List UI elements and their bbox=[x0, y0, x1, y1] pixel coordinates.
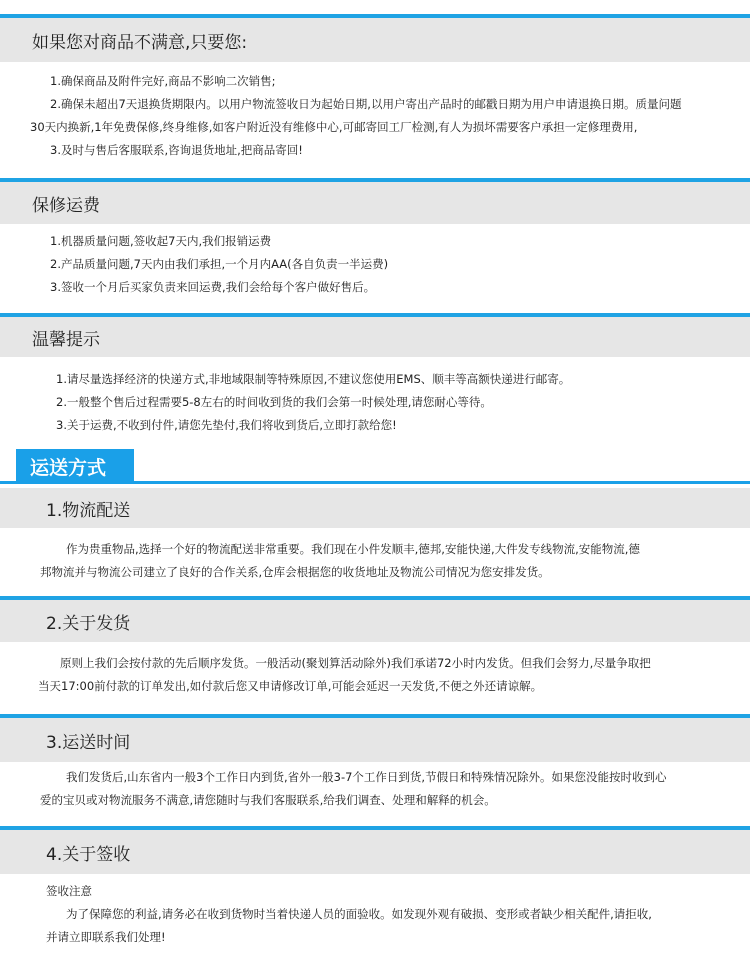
list-item: 3.签收一个月后买家负责来回运费,我们会给每个客户做好售后。 bbox=[50, 280, 376, 294]
section-divider bbox=[0, 481, 750, 484]
section-body-logistics bbox=[0, 538, 750, 584]
section-body-tips bbox=[0, 368, 750, 437]
section-body-warranty-shipping bbox=[0, 230, 750, 299]
section-header-receipt: 4.关于签收 bbox=[0, 830, 750, 874]
paragraph-line: 爱的宝贝或对物流服务不满意,请您随时与我们客服联系,给我们调查、处理和解释的机会。 bbox=[40, 793, 496, 807]
section-body-dispatch bbox=[0, 652, 750, 698]
section-header-warranty-shipping: 保修运费 bbox=[0, 182, 750, 224]
list-item: 2.产品质量问题,7天内由我们承担,一个月内AA(各自负责一半运费) bbox=[50, 257, 389, 271]
paragraph-line: 作为贵重物品,选择一个好的物流配送非常重要。我们现在小件发顺丰,德邦,安能快递,大件发专线物流,安能物流,德 bbox=[66, 542, 640, 556]
section-body-delivery-time bbox=[0, 766, 750, 812]
list-item: 2.一般整个售后过程需要5-8左右的时间收到货的我们会第一时候处理,请您耐心等待。 bbox=[56, 395, 492, 409]
paragraph-line: 并请立即联系我们处理! bbox=[46, 930, 166, 944]
section-body-receipt bbox=[0, 880, 750, 949]
list-item: 3.及时与售后客服联系,咨询退货地址,把商品寄回! bbox=[50, 143, 303, 157]
section-body-not-satisfied bbox=[0, 70, 750, 162]
section-header-logistics: 1.物流配送 bbox=[0, 488, 750, 528]
list-item: 2.确保未超出7天退换货期限内。以用户物流签收日为起始日期,以用户寄出产品时的邮戳日期为用户申请退换日期。质量问题 bbox=[50, 97, 682, 111]
list-item: 1.确保商品及附件完好,商品不影响二次销售; bbox=[50, 74, 276, 88]
paragraph-line: 我们发货后,山东省内一般3个工作日内到货,省外一般3-7个工作日到货,节假日和特殊情况除外。如果您没能按时收到心 bbox=[66, 770, 667, 784]
list-item: 3.关于运费,不收到付件,请您先垫付,我们将收到货后,立即打款给您! bbox=[56, 418, 397, 432]
paragraph-line: 邦物流并与物流公司建立了良好的合作关系,仓库会根据您的收货地址及物流公司情况为您安排发货。 bbox=[40, 565, 550, 579]
list-item: 1.请尽量选择经济的快递方式,非地域限制等特殊原因,不建议您使用EMS、顺丰等高额快递进行邮寄。 bbox=[56, 372, 571, 386]
section-header-dispatch: 2.关于发货 bbox=[0, 600, 750, 642]
paragraph-line: 当天17:00前付款的订单发出,如付款后您又申请修改订单,可能会延迟一天发货,不便之外还请谅解。 bbox=[38, 679, 543, 693]
paragraph-line: 原则上我们会按付款的先后顺序发货。一般活动(聚划算活动除外)我们承诺72小时内发货。但我们会努力,尽量争取把 bbox=[60, 656, 651, 670]
list-item: 30天内换新,1年免费保修,终身维修,如客户附近没有维修中心,可邮寄回工厂检测,有人为损坏需要客户承担一定修理费用, bbox=[30, 120, 638, 134]
receipt-subtitle: 签收注意 bbox=[46, 884, 92, 898]
section-header-delivery-time: 3.运送时间 bbox=[0, 718, 750, 762]
list-item: 1.机器质量问题,签收起7天内,我们报销运费 bbox=[50, 234, 272, 248]
paragraph-line: 为了保障您的利益,请务必在收到货物时当着快递人员的面验收。如发现外观有破损、变形或者缺少相关配件,请拒收, bbox=[66, 907, 652, 921]
section-header-tips: 温馨提示 bbox=[0, 317, 750, 357]
section-header-not-satisfied: 如果您对商品不满意,只要您: bbox=[0, 18, 750, 62]
shipping-method-tag: 运送方式 bbox=[16, 449, 134, 483]
